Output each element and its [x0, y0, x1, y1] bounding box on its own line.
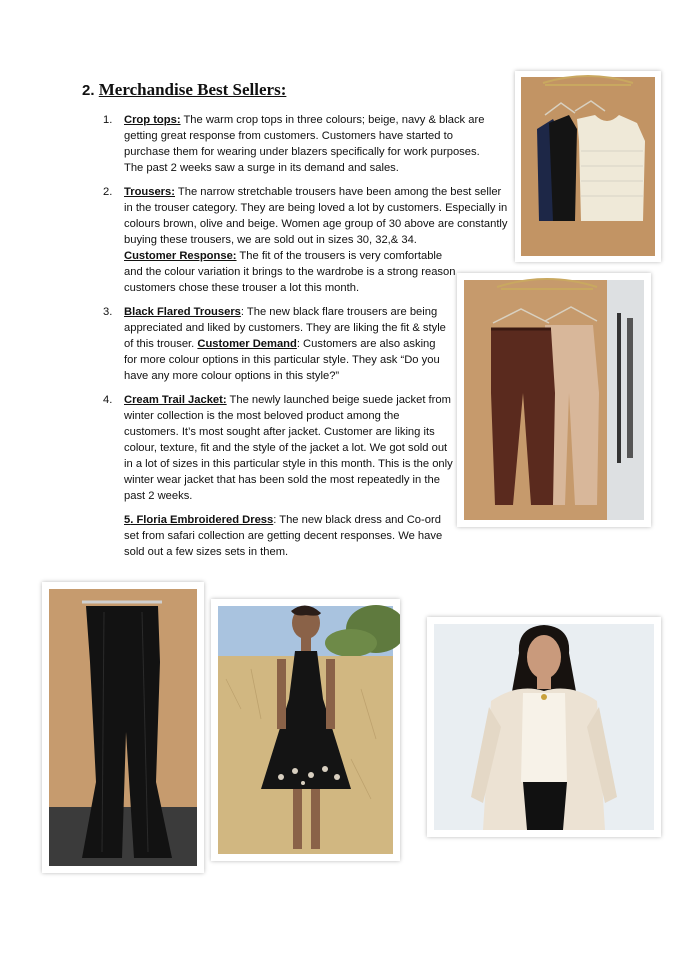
item-label: Black Flared Trousers [124, 306, 241, 318]
item-number: 5 [124, 514, 131, 526]
crop-tops-photo [515, 71, 661, 262]
item-label: Trousers: [124, 186, 175, 198]
item-text: : The new black dress and Co-ord set from safari collection are getting decent responses. We have sold out a few sizes sets in them. [124, 514, 443, 558]
item-text: : The new black flare trousers are being appreciated and liked by customers. They are liking the fit & style of this trouser. [124, 306, 446, 350]
item-text: The warm crop tops in three colours; beige, navy & black are getting great response from customers. Customers have started to purchase them for wearing under blazers specifically for work purposes. The past 2 weeks saw a surge in its demand and sales. [124, 114, 485, 174]
item-label: Crop tops: [124, 114, 181, 126]
list-item-number: 3. [103, 306, 113, 318]
list-item-black-flared-trousers [103, 304, 449, 384]
list-item-number: 2. [103, 186, 113, 198]
customer-demand-text: : Customers are also asking for more colour options in this particular style. They ask “Do you have any more colour options in this style?” [124, 338, 440, 382]
item-label: . Floria Embroidered Dress [130, 514, 274, 526]
floria-dress-photo [211, 599, 400, 861]
list-item-number: 4. [103, 394, 113, 406]
section-heading [82, 80, 286, 100]
customer-response-label: Customer Response: [124, 250, 237, 262]
customer-response-text: The fit of the trousers is very comfortable and the colour variation it brings to the wardrobe is a strong reason customers chose these trouser a lot this month. [124, 250, 456, 294]
customer-demand-label: Customer Demand [197, 338, 297, 350]
list-item-number: 1. [103, 114, 113, 126]
item-text: The narrow stretchable trousers have been among the best seller in the trouser category. They are being loved a lot by customers. Especially in colours brown, olive and beige. Women age group of 30 above are constantly buying these trousers, we are sold out in sizes 30, 32,& 34. [124, 186, 508, 246]
section-number: 2. [82, 82, 95, 99]
black-flared-trousers-photo [42, 582, 204, 873]
list-item-trousers [103, 184, 511, 296]
list-item-crop-tops [103, 112, 499, 176]
section-title: Merchandise Best Sellers: [98, 80, 287, 99]
trousers-photo [457, 273, 651, 527]
item-label: Cream Trail Jacket: [124, 394, 227, 406]
cream-jacket-photo [427, 617, 661, 837]
list-item-floria-dress [124, 512, 454, 560]
list-item-cream-trail-jacket [103, 392, 453, 504]
item-text: The newly launched beige suede jacket from winter collection is the most beloved product among the customers. It’s most sought after jacket. Customer are liking its colour, texture, fit and the style of the jacket a lot. We got sold out in a lot of sizes in this particular style in this month. This is the only winter wear jacket that has been sold the most repeatedly in the past 2 weeks. [124, 394, 453, 502]
